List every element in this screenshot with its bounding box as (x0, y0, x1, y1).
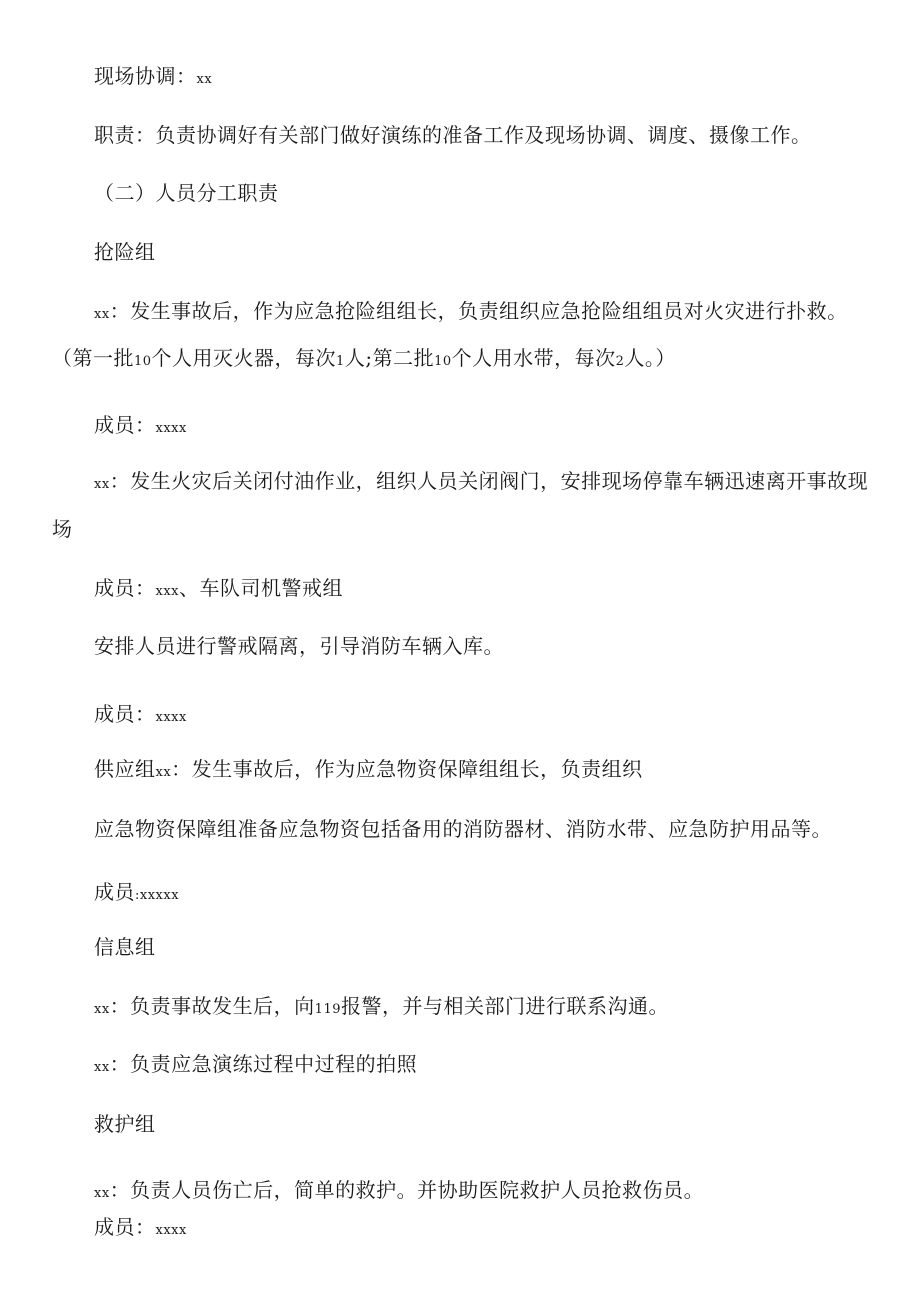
text: 个人用灭火器，每次 (151, 346, 337, 370)
group-title-info: 信息组 (94, 935, 156, 959)
text: 供应组 (94, 757, 156, 781)
name-placeholder: xx (155, 765, 172, 780)
name-placeholder: xx (94, 1186, 110, 1201)
label: 现场协调： (94, 64, 197, 88)
supply-members-line (94, 880, 179, 908)
text: 人;第二批 (344, 346, 435, 370)
supply-duty-line: 应急物资保障组准备应急物资包括备用的消防器材、消防水带、应急防护用品等。 (94, 817, 832, 841)
text: 报警，并与相关部门进行联系沟通。 (341, 994, 669, 1018)
name-placeholder: xx (94, 1060, 110, 1075)
guard-duty-line: 安排人员进行警戒隔离，引导消防车辆入库。 (94, 634, 504, 658)
fire-response-line-cont: 场 (52, 517, 73, 541)
group-title-aid: 救护组 (94, 1112, 156, 1136)
number: 1 (336, 354, 345, 369)
name-placeholder: xxx (155, 584, 179, 599)
group-title-rescue: 抢险组 (94, 240, 156, 264)
text: ：负责人员伤亡后，简单的救护。并协助医院救护人员抢救伤员。 (109, 1178, 705, 1202)
name-placeholder: xx (94, 477, 110, 492)
duty-line: 职责：负责协调好有关部门做好演练的准备工作及现场协调、调度、摄像工作。 (94, 123, 812, 147)
text: 人。） (624, 346, 676, 370)
guard-members-line (94, 702, 187, 730)
rescue-leader-line (94, 299, 848, 327)
number: 10 (134, 354, 152, 369)
aid-duty-line (94, 1178, 704, 1206)
name-placeholder: :xxxxx (135, 888, 180, 903)
info-photo-line (94, 1052, 417, 1080)
number: 119 (314, 1002, 341, 1017)
name-placeholder: xx (94, 1002, 110, 1017)
label: 成员： (94, 576, 156, 600)
name-placeholder: xxxx (155, 710, 187, 725)
label: 成员： (94, 702, 156, 726)
name-placeholder: xx (94, 307, 110, 322)
number: 2 (615, 354, 625, 369)
name-placeholder: xxxx (155, 1223, 187, 1238)
text: ：发生火灾后关闭付油作业，组织人员关闭阀门，安排现场停靠车辆迅速离开事故现 (109, 469, 869, 493)
rescue-members-line (94, 413, 187, 441)
label: 成员： (94, 1215, 156, 1239)
label: 成员： (94, 413, 156, 437)
name-placeholder: xx (196, 72, 213, 87)
fire-response-line (94, 469, 868, 497)
members-guard-line (94, 576, 343, 604)
text: （第一批 (52, 346, 134, 370)
text: ：发生事故后，作为应急抢险组组长，负责组织应急抢险组组员对火灾进行扑救。 (109, 299, 848, 323)
aid-members-line (94, 1215, 187, 1243)
number: 10 (434, 354, 452, 369)
section-heading: （二）人员分工职责 (94, 181, 279, 205)
text: ：负责应急演练过程中过程的拍照 (109, 1052, 418, 1076)
label: 成员 (94, 880, 135, 904)
info-report-line (94, 994, 669, 1022)
name-placeholder: xxxx (155, 421, 187, 436)
text: ：发生事故后，作为应急物资保障组组长，负责组织 (171, 757, 643, 781)
text: 个人用水带，每次 (451, 346, 616, 370)
text: ：负责事故发生后，向 (109, 994, 315, 1018)
supply-group-line (94, 757, 643, 785)
onsite-coordinator-line (94, 64, 212, 92)
rescue-batch-line (52, 346, 676, 374)
text: 、车队司机警戒组 (179, 576, 343, 600)
